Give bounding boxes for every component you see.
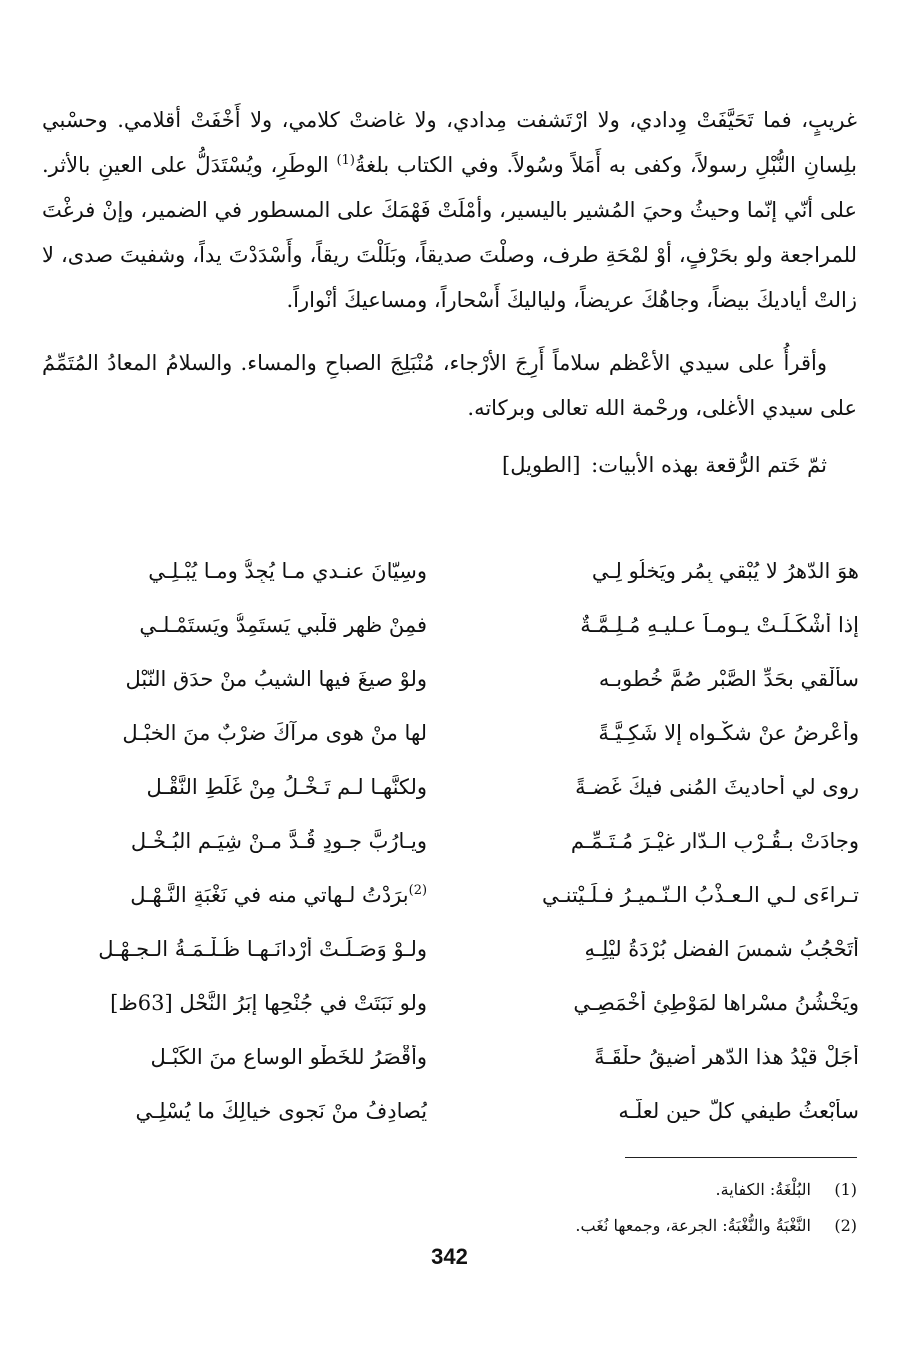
verse-first-hemistich: هوَ الدّهرُ لا يُبْقي بِمُرٍ ويَخلُو لِـي [591, 559, 859, 583]
verse-second-hemistich: وسِيّانَ عنـدي مـا يُجِدُّ ومـا يُبْـلِـي [148, 559, 428, 583]
poem-intro [42, 443, 857, 488]
verse-first-hemistich: وجادَتْ بـقُـرْبِ الـدّارِ غيْـرَ مُـتَـمِّـمٍ [570, 829, 859, 853]
verse-second-hemistich-text: برَدْتُ لـهاتي منه في نَغْبَةٍ النَّـهْـلِ [130, 883, 409, 907]
paragraph-text-continued: الوطَرِ، ويُسْتَدَلُّ على العينِ بالأثر. على أنّي إنّما وحيثُ وحيَ المُشير باليسير، وأمْلَتْ فَهْمَكَ على المسطور في الضمير، وإنْ فرغْتَ للمراجعة ولو بحَرْفٍ، أوْ لمْحَةِ طرف، وصلْتَ صديقاً، وبَلَلْتَ ريقاً، وأَسْدَدْتَ يداً، وشفيتَ صدى، لا زالتْ أياديكَ بيضاً، وجاهُكَ عريضاً، ولياليكَ أَسْحاراً، ومساعيكَ أنْواراً. [42, 153, 858, 312]
verse-second-hemistich: يُصادِفُ منْ نَجوى خيالِكَ ما يُسْلِـي [135, 1099, 428, 1123]
verse-second-hemistich: فمِنْ ظهرِ قلْبي يَستَمِدُّ ويَستَمْـلـي [139, 613, 428, 637]
verse-second-hemistich: ولـوْ وَصَـلَـتْ أرْدانَـهـا ظُـلْـمَـةُ الـجـهْـلِ [98, 937, 428, 961]
paragraph-greeting: وأقرأُ على سيدي الأعْظم سلاماً أَرِجَ الأرْجاء، مُنْبَلِجَ الصباحِ والمساء. والسلامُ المعادُ المُتَمِّمُ على سيدي الأغلى، ورحْمة الله تعالى وبركاته. [42, 351, 857, 420]
verse-second-hemistich [44, 883, 427, 907]
footnote-number: (2) [834, 1216, 857, 1235]
verse [44, 544, 859, 598]
footnotes [200, 1172, 857, 1244]
footnote-2 [200, 1208, 857, 1244]
verse-second-hemistich: ويـارُبَّ جـودٍ قُـدَّ مـنْ شِيَـمِ البُـخْـلِ [130, 829, 428, 853]
footnote-1 [200, 1172, 857, 1208]
footnote-number: (1) [834, 1180, 857, 1199]
verse-first-hemistich: وأُعْرِضُ عنْ شكْـواه إلا شَكِـيَّـةً [598, 721, 859, 745]
verse [44, 598, 859, 652]
poem [44, 544, 859, 1138]
paragraph-letter-body [42, 98, 857, 323]
verse-first-hemistich: تـراءَى لـي الـعـذْبُ الـنّـميـرُ فـلَـيْتنـي [542, 883, 859, 907]
verse [44, 760, 859, 814]
verse-first-hemistich: أتَحْجُبُ شمسَ الفضلِ بُرْدَةُ ليْلِـهِ [584, 937, 859, 961]
verse-first-hemistich: أجَلْ قيْدُ هذا الدّهرِ أضيقُ حلْقَـةً [594, 1045, 859, 1069]
footnote-marker-1[interactable]: (1) [336, 153, 355, 168]
verse [44, 1030, 859, 1084]
verse-second-hemistich: ولو نَبَتَتْ في جُنْحِها إبَرُ النَّحْلِ [63ظ] [110, 991, 428, 1015]
verse-second-hemistich: ولكنَّهـا لـم تَـخْـلُ مِنْ غَلَطِ النَّقْـلِ [146, 775, 428, 799]
verse-first-hemistich: سأبْعثُ طيفي كلَّ حينٍ لعلّـه [618, 1099, 859, 1123]
verse-first-hemistich: روى لي أحاديثَ المُنى فيكَ غَضـةً [575, 775, 859, 799]
verse-first-hemistich: ويَخْشُنُ مسْراها لمَوْطِئِ أَخْمَصِـي [573, 991, 859, 1015]
verse-second-hemistich: وأقْصَرُ للخَطْوِ الوساعِ منَ الكَبْـلِ [150, 1045, 428, 1069]
footnote-marker-2[interactable]: (2) [408, 883, 428, 898]
verse [44, 868, 859, 922]
page-number: 342 [431, 1244, 468, 1269]
verse [44, 1084, 859, 1138]
poem-intro-text: ثمّ خَتم الرُّقعة بهذه الأبيات: [591, 453, 827, 477]
verse [44, 976, 859, 1030]
footnote-text: النَّغْبَةُ والنُّغْبَةُ: الجرعة، وجمعها نُغَب. [575, 1216, 811, 1235]
verse-first-hemistich: سأُلْقي بحَدِّ الصَّبْرِ صُمَّ خُطوبـه [598, 667, 859, 691]
verse [44, 814, 859, 868]
verse-second-hemistich: ولوْ صيغَ فيها الشيبُ منْ حدَقِ النّبْلِ [125, 667, 428, 691]
footnote-divider [625, 1157, 857, 1158]
verse [44, 922, 859, 976]
prose-section [42, 98, 857, 488]
meter-label: [الطويل] [502, 453, 581, 477]
footnote-text: البُلْغَةُ: الكفاية. [715, 1180, 811, 1199]
verse [44, 706, 859, 760]
paragraph-text: غريبٍ، فما تَحَيَّفَتْ وِدادي، ولا ارْتَشفت مِدادي، ولا غاضتْ كلامي، ولا أَخْفَتْ أقلامي. وحسْبي بلِسانِ النُّبْلِ رسولاً، وكفى به أَمَلاً وسُولاً. وفي الكتاب بلغةُ [42, 108, 857, 177]
verse-second-hemistich: لها منْ هوى مرآكَ ضرْبٌ منَ الخبْـلِ [122, 721, 428, 745]
verse [44, 652, 859, 706]
verse-first-hemistich: إذا أشْكَـلَـتْ يـومـاً عـليـهِ مُـلِـمَّـةٌ [580, 613, 859, 637]
